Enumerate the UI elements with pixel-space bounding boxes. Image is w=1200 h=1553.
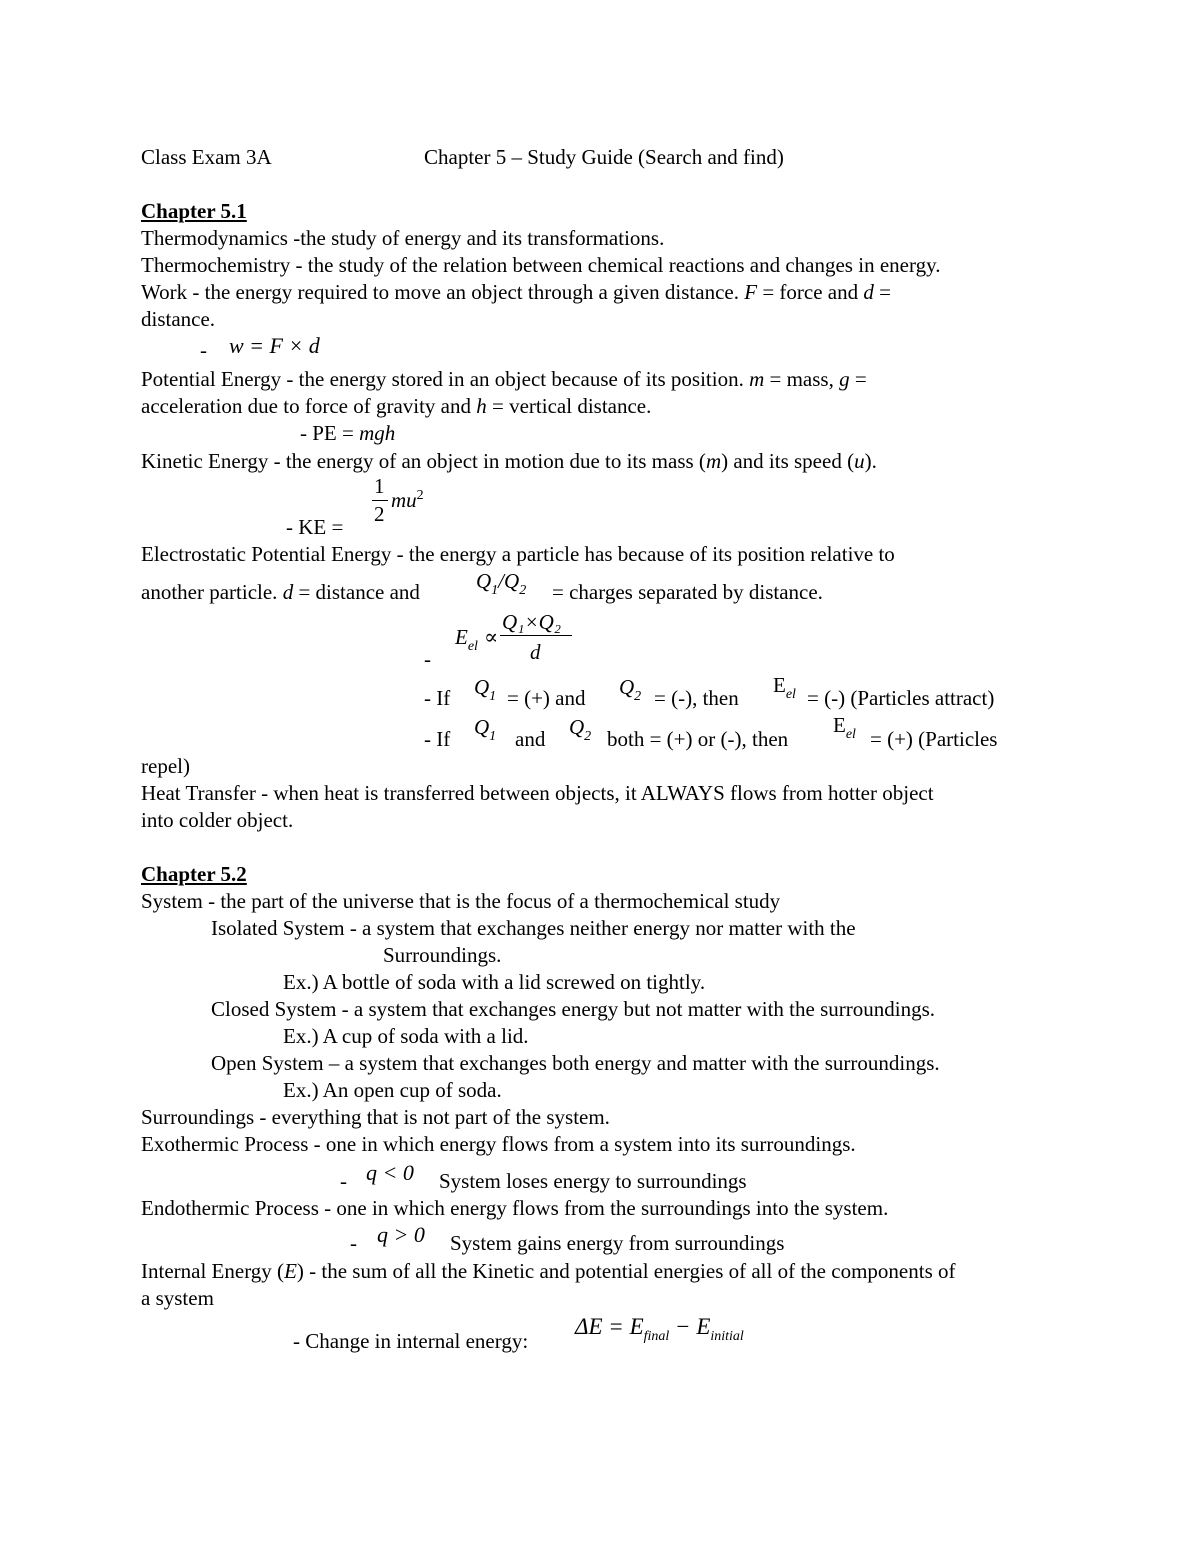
var-u: u: [854, 449, 865, 473]
ke-mu-text: mu: [391, 488, 417, 512]
slash: /: [498, 569, 505, 593]
var-d: d: [863, 280, 874, 304]
sub-2-if2: 2: [584, 729, 592, 744]
def-isolated-system-cont: Surroundings.: [383, 943, 502, 967]
delta-e-minus: − E: [669, 1314, 711, 1339]
document-title: Chapter 5 – Study Guide (Search and find): [424, 145, 784, 169]
def-work-text2: = force and: [757, 280, 864, 304]
def-work-continued: distance.: [141, 307, 216, 331]
def-heat-transfer-cont: into colder object.: [141, 808, 294, 832]
work-bullet: -: [200, 338, 207, 362]
def-work-text3: =: [873, 280, 891, 304]
def-thermochemistry: Thermochemistry - the study of the relation between chemical reactions and changes in energy.: [141, 253, 941, 277]
def-internal-energy-cont: a system: [141, 1286, 214, 1310]
if1-label: - If: [424, 686, 451, 710]
section-heading-5-1: Chapter 5.1: [141, 199, 247, 223]
example-isolated: Ex.) A bottle of soda with a lid screwed on tightly.: [283, 970, 706, 994]
if2-text2: both = (+) or (-), then: [607, 727, 789, 751]
var-Q2: Q: [504, 569, 520, 593]
def-kinetic-energy: [141, 448, 877, 474]
ke-fraction-bar: [372, 500, 388, 501]
var-F: F: [744, 280, 758, 304]
def-pe-text3: =: [849, 367, 867, 391]
example-closed: Ex.) A cup of soda with a lid.: [283, 1024, 529, 1048]
def-ke-text2: ) and its speed (: [721, 449, 855, 473]
ep-bullet: -: [424, 647, 431, 671]
sub-el-if2: el: [845, 727, 856, 742]
var-Q1-if2: Q: [474, 715, 490, 739]
pe-equation-lhs: - PE =: [300, 421, 360, 445]
sub-1-if1: 1: [489, 689, 497, 704]
var-E-if1: E: [773, 673, 786, 697]
def-potential-energy-cont: [141, 393, 651, 419]
if1-Q1: [474, 674, 496, 704]
def-potential-energy: [141, 366, 867, 392]
work-equation: w = F × d: [229, 333, 320, 358]
if1-Q2: [619, 674, 641, 704]
def-exothermic: Exothermic Process - one in which energy flows from a system into its surroundings.: [141, 1132, 856, 1156]
if2-E: [833, 712, 856, 742]
def-surroundings: Surroundings - everything that is not part of the system.: [141, 1105, 610, 1129]
def-electrostatic-pe-cont2: = charges separated by distance.: [552, 580, 823, 604]
delta-e-lhs: ΔE = E: [575, 1314, 644, 1339]
ke-fraction-numerator: 1: [374, 474, 385, 498]
if2-text1: and: [515, 727, 546, 751]
def-ie-text2: ) - the sum of all the Kinetic and potential energies of all of the components of: [296, 1259, 956, 1283]
var-h: h: [476, 394, 487, 418]
var-g: g: [839, 367, 850, 391]
def-internal-energy: [141, 1258, 955, 1284]
if2-Q1: [474, 714, 496, 744]
def-pe-text: Potential Energy - the energy stored in an object because of its position.: [141, 367, 750, 391]
exo-note: System loses energy to surroundings: [439, 1169, 747, 1193]
endo-note: System gains energy from surroundings: [450, 1231, 785, 1255]
var-E-ie: E: [284, 1259, 297, 1283]
if1-E: [773, 672, 796, 702]
ke-equation-label: - KE =: [286, 515, 344, 539]
def-ep2-text2: = distance and: [293, 580, 420, 604]
sub-final: final: [643, 1329, 670, 1344]
def-heat-transfer: Heat Transfer - when heat is transferred between objects, it ALWAYS flows from hotter object: [141, 781, 934, 805]
proportional-symbol: ∝: [484, 625, 499, 649]
if2-Q2: [569, 714, 591, 744]
def-pe2-text2: = vertical distance.: [486, 394, 652, 418]
ke-fraction-denominator: 2: [374, 502, 385, 526]
if2-text3: = (+) (Particles: [870, 727, 998, 751]
if2-label: - If: [424, 727, 451, 751]
endo-equation: q > 0: [377, 1222, 425, 1247]
ep-numerator: Q₁×Q₂: [502, 610, 562, 634]
delta-e-equation: [575, 1314, 744, 1344]
var-Q1-if1: Q: [474, 675, 490, 699]
def-thermodynamics: Thermodynamics -the study of energy and its transformations.: [141, 226, 665, 250]
def-ke-text3: ).: [864, 449, 877, 473]
sub-1-if2: 1: [489, 729, 497, 744]
ep-E: [455, 624, 478, 654]
def-ep2-text: another particle.: [141, 580, 283, 604]
ke-exponent: 2: [416, 488, 424, 503]
repel-continued: repel): [141, 754, 190, 778]
sub-1: 1: [491, 583, 499, 598]
sub-2-if1: 2: [634, 689, 642, 704]
var-m: m: [749, 367, 765, 391]
var-Q2-if2: Q: [569, 715, 585, 739]
sub-el-if1: el: [785, 687, 796, 702]
def-ke-text: Kinetic Energy - the energy of an object in motion due to its mass (: [141, 449, 706, 473]
sub-initial: initial: [710, 1329, 744, 1344]
ke-mu: [391, 488, 424, 513]
if1-text3: = (-) (Particles attract): [807, 686, 995, 710]
if1-text2: = (-), then: [654, 686, 739, 710]
pe-equation: [300, 420, 395, 446]
def-open-system: Open System – a system that exchanges both energy and matter with the surroundings.: [211, 1051, 940, 1075]
def-ie-text: Internal Energy (: [141, 1259, 285, 1283]
if1-text1: = (+) and: [507, 686, 586, 710]
def-endothermic: Endothermic Process - one in which energy flows from the surroundings into the system.: [141, 1196, 889, 1220]
var-E: E: [455, 625, 468, 649]
charges-ratio: [476, 568, 526, 598]
def-work: [141, 279, 891, 305]
example-open: Ex.) An open cup of soda.: [283, 1078, 502, 1102]
var-Q2-if1: Q: [619, 675, 635, 699]
var-m-ke: m: [705, 449, 722, 473]
sub-2: 2: [519, 583, 527, 598]
def-electrostatic-pe-cont: [141, 579, 420, 605]
def-system: System - the part of the universe that is the focus of a thermochemical study: [141, 889, 781, 913]
var-E-if2: E: [833, 713, 846, 737]
def-pe-text2: = mass,: [764, 367, 840, 391]
change-internal-energy-label: - Change in internal energy:: [293, 1329, 529, 1353]
var-d-ep: d: [282, 580, 294, 604]
def-closed-system: Closed System - a system that exchanges energy but not matter with the surroundings.: [211, 997, 935, 1021]
pe-equation-rhs: mgh: [359, 421, 396, 445]
exo-bullet: -: [340, 1169, 347, 1193]
ep-denominator: d: [530, 640, 541, 664]
ep-fraction-bar: [500, 635, 572, 636]
def-isolated-system: Isolated System - a system that exchanges neither energy nor matter with the: [211, 916, 856, 940]
def-work-text: Work - the energy required to move an object through a given distance.: [141, 280, 745, 304]
def-pe2-text: acceleration due to force of gravity and: [141, 394, 477, 418]
endo-bullet: -: [350, 1231, 357, 1255]
section-heading-5-2: Chapter 5.2: [141, 862, 247, 886]
var-Q1: Q: [476, 569, 492, 593]
exo-equation: q < 0: [366, 1160, 414, 1185]
class-exam-label: Class Exam 3A: [141, 145, 272, 169]
def-electrostatic-pe: Electrostatic Potential Energy - the energy a particle has because of its position relative to: [141, 542, 895, 566]
sub-el: el: [467, 639, 478, 654]
